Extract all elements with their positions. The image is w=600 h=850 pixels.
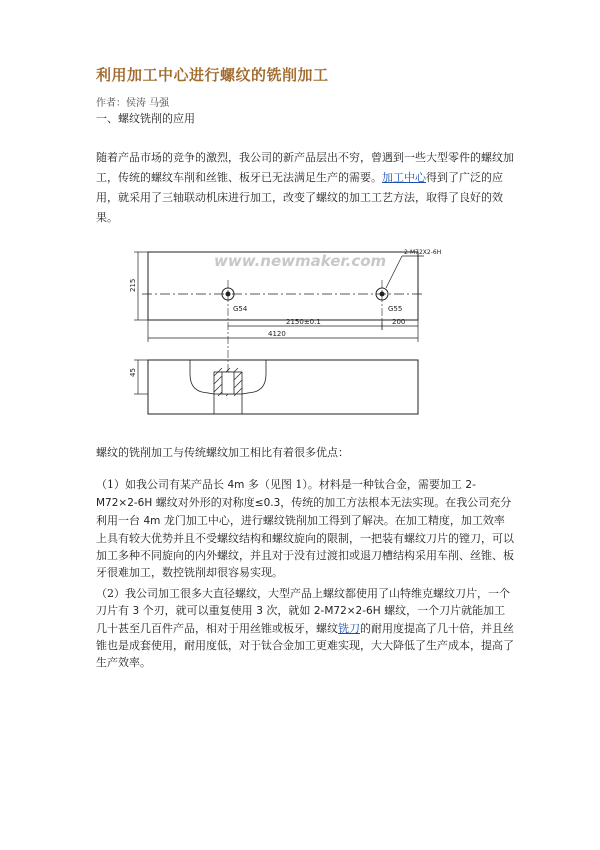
article-author: 作者：侯涛 马强 bbox=[96, 98, 170, 109]
dim-200: 200 bbox=[392, 318, 406, 326]
figure-part-drawing bbox=[118, 244, 442, 424]
paragraph-advantage-1: （1）如我公司有某产品长 4m 多（见图 1）。材料是一种钛合金，需要加工 2-M72×2-6H 螺纹对外形的对称度≤0.3，传统的加工方法根本无法实现。在我公司充分利用一台 4m 龙门加工中心，进行螺纹铣削加工得到了解决。在加工精度，加工效率上具有较大优势并且不受螺纹结构和螺纹旋向的限制，一把装有螺纹刀片的镗刀，可以加工多种不同旋向的内外螺纹，并且对于没有过渡扣或退刀槽结构采用车削、丝锥、板牙很难加工，数控铣削却很容易实现。 bbox=[96, 478, 514, 579]
label-thread-callout: 2-M72X2-6H bbox=[404, 249, 442, 256]
section-heading: 一、螺纹铣削的应用 bbox=[96, 112, 195, 125]
article-title: 利用加工中心进行螺纹的铣削加工 bbox=[96, 66, 329, 84]
label-g55: G55 bbox=[388, 305, 403, 313]
label-g54: G54 bbox=[233, 305, 248, 313]
paragraph-advantage-2: （2）我公司加工很多大直径螺纹，大型产品上螺纹都使用了山特维克螺纹刀片，一个刀片有 3 个刃，就可以重复使用 3 次，就如 2-M72×2-6H 螺纹，一个刀片就能加工几十甚至几百件产品，相对于用丝锥或板牙，螺纹铣刀的耐用度提高了几十倍，并且丝锥也是成套使用，耐用度低，对于钛合金加工更难实现，大大降低了生产成本，提高了生产效率。 bbox=[96, 587, 514, 669]
paragraph-intro: 随着产品市场的竞争的激烈，我公司的新产品层出不穷，曾遇到一些大型零件的螺纹加工，传统的螺纹车削和丝锥、板牙已无法满足生产的需要。加工中心得到了广泛的应用，就采用了三轴联动机床进行加工，改变了螺纹的加工工艺方法，取得了良好的效果。 bbox=[96, 151, 514, 224]
link-machining-center[interactable]: 加工中心 bbox=[382, 171, 426, 184]
link-milling-cutter[interactable]: 铣刀 bbox=[338, 622, 360, 635]
dim-215: 215 bbox=[129, 278, 137, 292]
dim-4120: 4120 bbox=[268, 330, 286, 338]
dim-2150: 2150±0.1 bbox=[286, 318, 321, 326]
paragraph-advantages-lead: 螺纹的铣削加工与传统螺纹加工相比有着很多优点： bbox=[96, 446, 349, 459]
figure-watermark: www.newmaker.com bbox=[214, 252, 387, 270]
dim-45: 45 bbox=[129, 368, 137, 377]
